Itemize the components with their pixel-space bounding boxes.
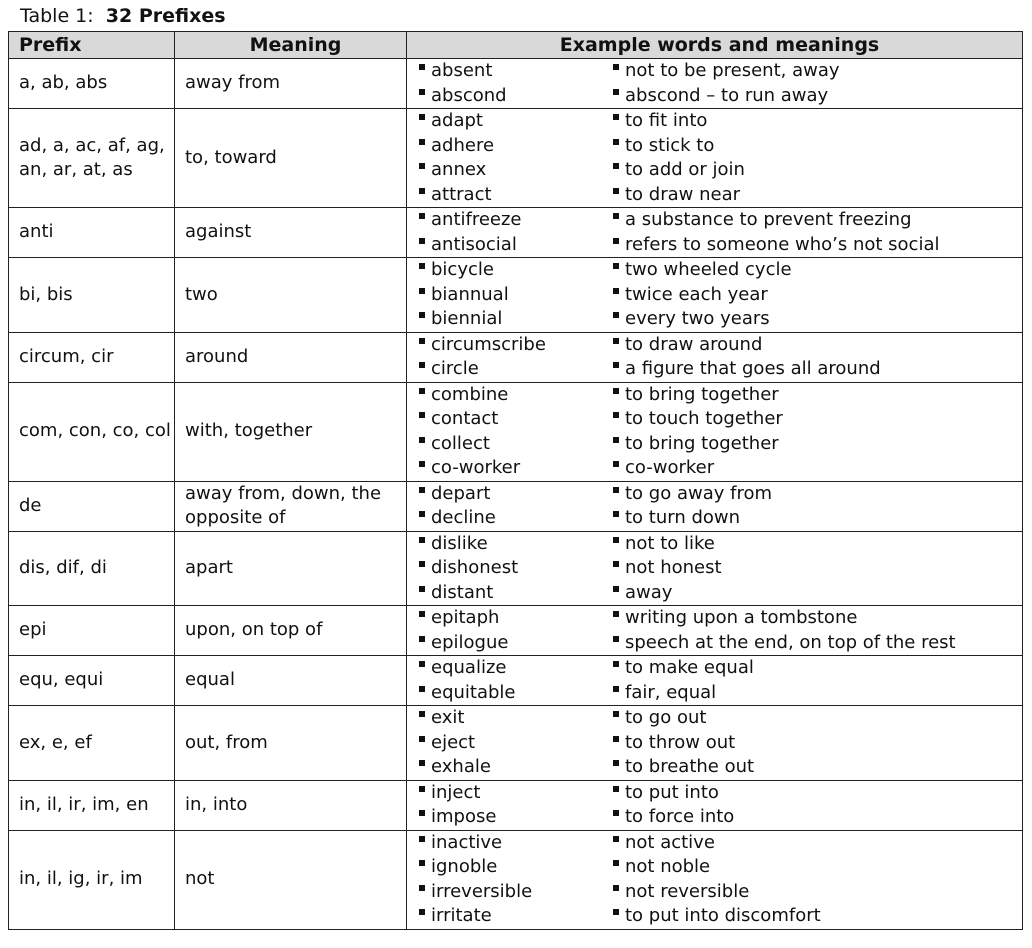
example-word: inject: [431, 781, 481, 803]
prefix-cell: ex, e, ef: [9, 706, 175, 781]
bullet-square-icon: [419, 362, 425, 368]
bullet-square-icon: [419, 810, 425, 816]
example-meaning-item: [613, 333, 1023, 358]
example-meaning: to go out: [625, 707, 707, 728]
example-meaning: to draw near: [625, 183, 741, 205]
example-meaning: not to be present, away: [625, 60, 840, 81]
example-word: dislike: [431, 532, 488, 554]
bullet-square-icon: [613, 114, 619, 120]
example-meaning: away: [625, 581, 673, 603]
bullet-square-icon: [419, 114, 425, 120]
example-meaning-item: [613, 755, 1023, 780]
table-caption: [20, 4, 226, 28]
bullet-square-icon: [419, 238, 425, 244]
examples-cell: [407, 656, 1023, 706]
examples-cell: [407, 531, 1023, 606]
example-words: [407, 333, 613, 382]
example-meaning: twice each year: [625, 283, 768, 305]
table-body: [9, 59, 1023, 930]
example-meanings: [613, 831, 1023, 929]
example-meanings: [613, 109, 1023, 207]
meaning-cell: to, toward: [175, 109, 407, 208]
bullet-square-icon: [613, 810, 619, 816]
example-word: distant: [431, 581, 494, 603]
example-meaning: a figure that goes all around: [625, 358, 881, 379]
example-word-item: [419, 681, 613, 706]
example-meaning: to breathe out: [625, 756, 755, 777]
example-meaning: fair, equal: [625, 681, 717, 703]
example-meanings: [613, 532, 1023, 606]
example-meaning-item: [613, 407, 1023, 432]
example-word-item: [419, 781, 613, 806]
example-word: dishonest: [431, 557, 519, 578]
prefix-cell: com, con, co, col: [9, 382, 175, 481]
examples-cell: [407, 382, 1023, 481]
example-word: antisocial: [431, 233, 517, 255]
example-meaning-item: [613, 482, 1023, 507]
example-word-item: [419, 283, 613, 308]
example-word-item: [419, 432, 613, 457]
example-meaning-item: [613, 134, 1023, 159]
bullet-square-icon: [419, 661, 425, 667]
bullet-square-icon: [419, 188, 425, 194]
bullet-square-icon: [613, 786, 619, 792]
header-meaning: Meaning: [175, 32, 407, 59]
example-meaning-item: [613, 456, 1023, 481]
example-meaning-item: [613, 556, 1023, 581]
bullet-square-icon: [613, 412, 619, 418]
example-word: absent: [431, 60, 493, 81]
example-word-item: [419, 532, 613, 557]
bullet-square-icon: [419, 885, 425, 891]
example-meanings: [613, 706, 1023, 780]
example-word: biannual: [431, 283, 509, 305]
example-meaning: to throw out: [625, 731, 736, 753]
bullet-square-icon: [419, 511, 425, 517]
example-meaning-item: [613, 532, 1023, 557]
prefix-cell: circum, cir: [9, 332, 175, 382]
example-word-item: [419, 755, 613, 780]
example-word: irreversible: [431, 880, 533, 902]
bullet-square-icon: [613, 312, 619, 318]
bullet-square-icon: [613, 686, 619, 692]
example-word: depart: [431, 482, 491, 504]
example-word: abscond: [431, 84, 507, 106]
example-meaning-item: [613, 681, 1023, 706]
examples-cell: [407, 109, 1023, 208]
examples-cell: [407, 830, 1023, 929]
example-meaning: to draw around: [625, 333, 763, 355]
table-row: [9, 706, 1023, 781]
bullet-square-icon: [419, 909, 425, 915]
example-word: bicycle: [431, 259, 494, 280]
meaning-cell: around: [175, 332, 407, 382]
example-word-item: [419, 258, 613, 283]
caption-title: 32 Prefixes: [105, 5, 226, 27]
bullet-square-icon: [613, 736, 619, 742]
example-meaning-item: [613, 904, 1023, 929]
prefix-cell: in, il, ig, ir, im: [9, 830, 175, 929]
examples-cell: [407, 59, 1023, 109]
bullet-square-icon: [613, 338, 619, 344]
example-word-item: [419, 383, 613, 408]
example-meaning: to put into discomfort: [625, 905, 821, 926]
table-row: [9, 606, 1023, 656]
example-meanings: [613, 482, 1023, 531]
examples-cell: [407, 332, 1023, 382]
bullet-square-icon: [613, 288, 619, 294]
examples-cell: [407, 606, 1023, 656]
example-word: circle: [431, 358, 479, 379]
example-meaning-item: [613, 706, 1023, 731]
example-meaning: a substance to prevent freezing: [625, 209, 912, 230]
example-word-item: [419, 482, 613, 507]
bullet-square-icon: [419, 487, 425, 493]
example-meaning-item: [613, 432, 1023, 457]
bullet-square-icon: [613, 836, 619, 842]
table-row: [9, 208, 1023, 258]
bullet-square-icon: [613, 437, 619, 443]
caption-label: Table 1:: [20, 5, 94, 27]
bullet-square-icon: [419, 163, 425, 169]
table-row: [9, 830, 1023, 929]
bullet-square-icon: [613, 213, 619, 219]
meaning-cell: with, together: [175, 382, 407, 481]
example-meaning: to turn down: [625, 507, 741, 528]
example-word-item: [419, 631, 613, 656]
header-examples: Example words and meanings: [407, 32, 1023, 59]
example-meaning-item: [613, 656, 1023, 681]
example-meaning-item: [613, 233, 1023, 258]
example-word: exhale: [431, 756, 491, 777]
meaning-cell: apart: [175, 531, 407, 606]
example-meaning-item: [613, 805, 1023, 830]
example-meaning-item: [613, 357, 1023, 382]
bullet-square-icon: [419, 611, 425, 617]
example-meaning: not active: [625, 831, 715, 853]
example-word: eject: [431, 731, 476, 753]
example-meanings: [613, 258, 1023, 332]
bullet-square-icon: [419, 288, 425, 294]
example-word-item: [419, 208, 613, 233]
example-word-item: [419, 581, 613, 606]
table-row: [9, 59, 1023, 109]
example-meaning: refers to someone who’s not social: [625, 233, 940, 255]
example-word-item: [419, 134, 613, 159]
example-meaning-item: [613, 183, 1023, 208]
bullet-square-icon: [613, 586, 619, 592]
example-meaning-item: [613, 581, 1023, 606]
bullet-square-icon: [613, 461, 619, 467]
example-meaning: to add or join: [625, 159, 745, 180]
example-word-item: [419, 880, 613, 905]
example-word: adhere: [431, 134, 495, 156]
bullet-square-icon: [613, 860, 619, 866]
example-meanings: [613, 333, 1023, 382]
example-meaning-item: [613, 606, 1023, 631]
bullet-square-icon: [613, 611, 619, 617]
prefix-cell: equ, equi: [9, 656, 175, 706]
example-meaning-item: [613, 283, 1023, 308]
example-words: [407, 258, 613, 332]
example-word-item: [419, 357, 613, 382]
bullet-square-icon: [419, 213, 425, 219]
bullet-square-icon: [613, 636, 619, 642]
example-words: [407, 208, 613, 257]
meaning-cell: away from, down, the opposite of: [175, 481, 407, 531]
example-word-item: [419, 456, 613, 481]
example-word-item: [419, 307, 613, 332]
examples-cell: [407, 208, 1023, 258]
example-word-item: [419, 904, 613, 929]
bullet-square-icon: [419, 561, 425, 567]
example-meaning: speech at the end, on top of the rest: [625, 631, 956, 653]
header-row: [9, 32, 1023, 59]
example-word: adapt: [431, 110, 483, 131]
example-meaning: not honest: [625, 557, 722, 578]
bullet-square-icon: [613, 909, 619, 915]
example-word: biennial: [431, 308, 503, 329]
examples-cell: [407, 780, 1023, 830]
bullet-square-icon: [419, 461, 425, 467]
example-meaning: to fit into: [625, 110, 708, 131]
example-words: [407, 656, 613, 705]
header-prefix: Prefix: [9, 32, 175, 59]
example-word: epitaph: [431, 607, 500, 628]
prefix-cell: bi, bis: [9, 258, 175, 333]
bullet-square-icon: [613, 661, 619, 667]
example-word-item: [419, 656, 613, 681]
example-words: [407, 383, 613, 481]
bullet-square-icon: [419, 537, 425, 543]
prefix-table: [8, 31, 1023, 930]
bullet-square-icon: [613, 89, 619, 95]
example-meaning-item: [613, 831, 1023, 856]
table-row: [9, 332, 1023, 382]
example-meaning: to make equal: [625, 657, 754, 678]
example-word: combine: [431, 383, 509, 405]
example-word-item: [419, 233, 613, 258]
example-word: equitable: [431, 681, 516, 703]
example-meanings: [613, 208, 1023, 257]
example-word: decline: [431, 507, 496, 528]
bullet-square-icon: [613, 487, 619, 493]
example-meaning: to go away from: [625, 482, 772, 504]
meaning-cell: away from: [175, 59, 407, 109]
example-meaning: two wheeled cycle: [625, 259, 792, 280]
example-word-item: [419, 84, 613, 109]
example-word: ignoble: [431, 856, 498, 877]
bullet-square-icon: [613, 388, 619, 394]
example-word-item: [419, 831, 613, 856]
bullet-square-icon: [419, 836, 425, 842]
example-words: [407, 706, 613, 780]
example-meaning-item: [613, 855, 1023, 880]
table-row: [9, 531, 1023, 606]
example-meaning: to put into: [625, 781, 719, 803]
examples-cell: [407, 258, 1023, 333]
bullet-square-icon: [419, 586, 425, 592]
bullet-square-icon: [613, 362, 619, 368]
bullet-square-icon: [419, 711, 425, 717]
bullet-square-icon: [419, 89, 425, 95]
example-word: circumscribe: [431, 333, 546, 355]
example-word: attract: [431, 183, 492, 205]
meaning-cell: equal: [175, 656, 407, 706]
prefix-cell: epi: [9, 606, 175, 656]
example-word-item: [419, 407, 613, 432]
example-word: irritate: [431, 905, 492, 926]
example-meaning: to force into: [625, 806, 735, 827]
example-meanings: [613, 383, 1023, 481]
example-meaning-item: [613, 59, 1023, 84]
example-meaning-item: [613, 208, 1023, 233]
bullet-square-icon: [613, 238, 619, 244]
bullet-square-icon: [419, 139, 425, 145]
example-word-item: [419, 506, 613, 531]
example-meanings: [613, 606, 1023, 655]
bullet-square-icon: [419, 736, 425, 742]
prefix-cell: dis, dif, di: [9, 531, 175, 606]
example-meaning: not noble: [625, 856, 711, 877]
bullet-square-icon: [419, 760, 425, 766]
example-meaning: to touch together: [625, 408, 783, 429]
prefix-cell: anti: [9, 208, 175, 258]
example-meaning-item: [613, 158, 1023, 183]
example-words: [407, 831, 613, 929]
table-row: [9, 780, 1023, 830]
meaning-cell: upon, on top of: [175, 606, 407, 656]
example-words: [407, 482, 613, 531]
bullet-square-icon: [613, 561, 619, 567]
example-word-item: [419, 158, 613, 183]
example-meaning: to stick to: [625, 134, 715, 156]
bullet-square-icon: [613, 760, 619, 766]
examples-cell: [407, 706, 1023, 781]
bullet-square-icon: [613, 711, 619, 717]
example-word: epilogue: [431, 631, 509, 653]
example-word: impose: [431, 806, 497, 827]
example-word-item: [419, 706, 613, 731]
example-meanings: [613, 59, 1023, 108]
example-meaning-item: [613, 258, 1023, 283]
example-meaning: to bring together: [625, 383, 779, 405]
table-row: [9, 382, 1023, 481]
example-meanings: [613, 781, 1023, 830]
bullet-square-icon: [419, 686, 425, 692]
bullet-square-icon: [613, 188, 619, 194]
prefix-cell: ad, a, ac, af, ag, an, ar, at, as: [9, 109, 175, 208]
bullet-square-icon: [419, 437, 425, 443]
bullet-square-icon: [419, 64, 425, 70]
example-meaning-item: [613, 84, 1023, 109]
example-meaning: not reversible: [625, 880, 750, 902]
meaning-cell: two: [175, 258, 407, 333]
example-word: antifreeze: [431, 209, 522, 230]
example-meaning-item: [613, 631, 1023, 656]
example-word: annex: [431, 159, 487, 180]
table-row: [9, 258, 1023, 333]
bullet-square-icon: [613, 885, 619, 891]
bullet-square-icon: [419, 312, 425, 318]
prefix-cell: de: [9, 481, 175, 531]
bullet-square-icon: [613, 537, 619, 543]
example-meaning: every two years: [625, 308, 770, 329]
example-word: exit: [431, 707, 465, 728]
meaning-cell: in, into: [175, 780, 407, 830]
table-row: [9, 656, 1023, 706]
prefix-cell: in, il, ir, im, en: [9, 780, 175, 830]
example-meaning: abscond – to run away: [625, 84, 829, 106]
example-meaning-item: [613, 880, 1023, 905]
bullet-square-icon: [613, 511, 619, 517]
example-meaning-item: [613, 383, 1023, 408]
bullet-square-icon: [419, 636, 425, 642]
prefix-cell: a, ab, abs: [9, 59, 175, 109]
bullet-square-icon: [419, 860, 425, 866]
example-word-item: [419, 606, 613, 631]
example-word: inactive: [431, 831, 503, 853]
example-word-item: [419, 109, 613, 134]
example-meaning-item: [613, 109, 1023, 134]
example-words: [407, 532, 613, 606]
table-row: [9, 109, 1023, 208]
example-meaning-item: [613, 307, 1023, 332]
example-word-item: [419, 855, 613, 880]
example-meaning: not to like: [625, 532, 715, 554]
example-meaning: to bring together: [625, 432, 779, 454]
table-row: [9, 481, 1023, 531]
example-word-item: [419, 59, 613, 84]
meaning-cell: out, from: [175, 706, 407, 781]
example-word: co-worker: [431, 457, 521, 478]
example-meaning-item: [613, 731, 1023, 756]
example-word-item: [419, 731, 613, 756]
bullet-square-icon: [613, 64, 619, 70]
bullet-square-icon: [419, 412, 425, 418]
bullet-square-icon: [419, 263, 425, 269]
bullet-square-icon: [613, 263, 619, 269]
example-meaning-item: [613, 506, 1023, 531]
meaning-cell: not: [175, 830, 407, 929]
example-word-item: [419, 556, 613, 581]
meaning-cell: against: [175, 208, 407, 258]
example-word: equalize: [431, 657, 507, 678]
example-words: [407, 781, 613, 830]
example-meaning: writing upon a tombstone: [625, 607, 858, 628]
example-word-item: [419, 333, 613, 358]
example-words: [407, 59, 613, 108]
example-word: contact: [431, 408, 499, 429]
example-word: collect: [431, 432, 490, 454]
bullet-square-icon: [419, 388, 425, 394]
example-words: [407, 109, 613, 207]
bullet-square-icon: [613, 139, 619, 145]
example-meaning: co-worker: [625, 457, 715, 478]
example-words: [407, 606, 613, 655]
bullet-square-icon: [419, 786, 425, 792]
example-word-item: [419, 183, 613, 208]
bullet-square-icon: [613, 163, 619, 169]
bullet-square-icon: [419, 338, 425, 344]
example-meanings: [613, 656, 1023, 705]
examples-cell: [407, 481, 1023, 531]
example-word-item: [419, 805, 613, 830]
example-meaning-item: [613, 781, 1023, 806]
